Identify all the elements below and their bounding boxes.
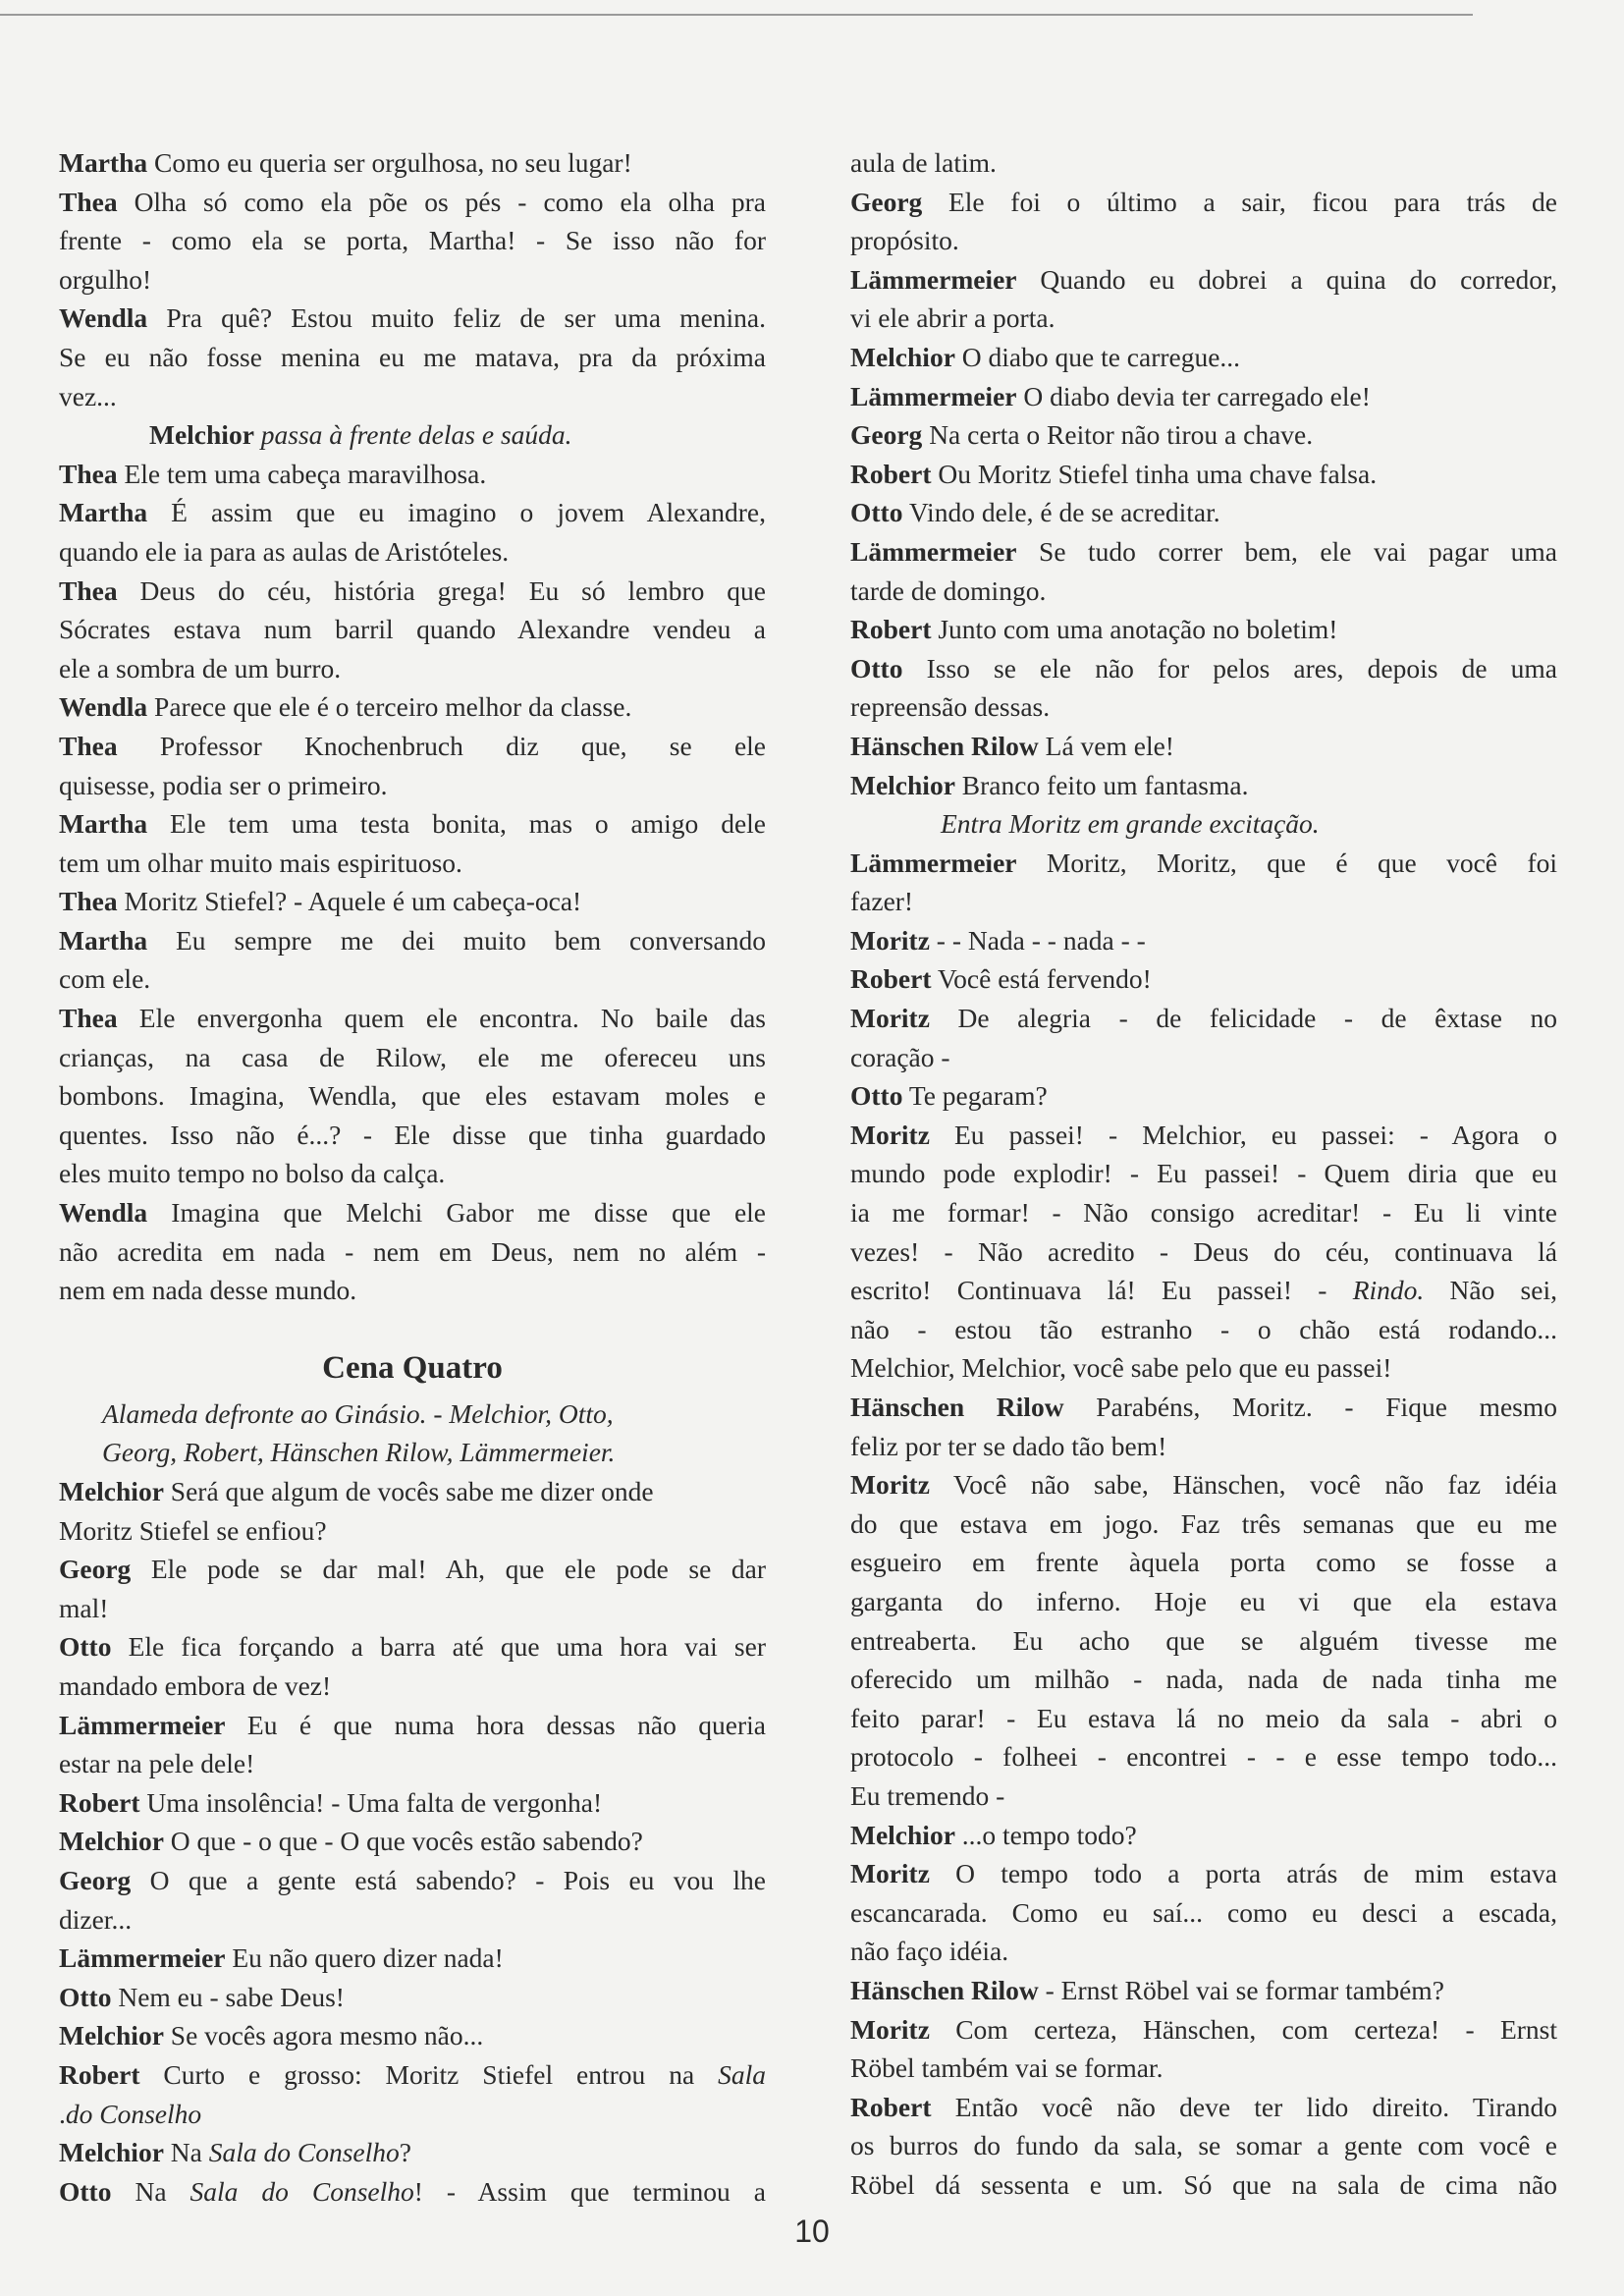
line-text: mandado embora de vez! [59, 1669, 332, 1701]
line-text: Moritz, Moritz, que é que você foi [1016, 847, 1557, 878]
text-line [850, 2088, 1557, 2127]
text-line [850, 804, 1557, 844]
line-text: Como eu queria ser orgulhosa, no seu lugar! [147, 147, 632, 178]
line-text: Röbel dá sessenta e um. Só que na sala de cima não [850, 2168, 1557, 2200]
line-text: Ele pode se dar mal! Ah, que ele pode se dar [131, 1554, 766, 1585]
text-line [59, 2172, 766, 2212]
line-text: Na [111, 2175, 190, 2207]
text-line [850, 1271, 1557, 1310]
line-text: Moritz Stiefel? - Aquele é um cabeça-oca! [117, 886, 582, 917]
line-text: ? [399, 2137, 411, 2168]
speaker-name: Thea [59, 730, 118, 761]
text-line [59, 1939, 766, 1978]
text-line [850, 1193, 1557, 1232]
speaker-name: Robert [59, 1786, 140, 1818]
line-text: Você não sabe, Hänschen, você não faz idéia [929, 1469, 1557, 1501]
line-text: quentes. Isso não é...? - Ele disse que tinha guardado [59, 1119, 766, 1150]
line-text: Junto com uma anotação no boletim! [931, 614, 1338, 645]
text-line [59, 610, 766, 649]
line-text: Olha só como ela põe os pés - como ela olha pra [117, 186, 766, 217]
text-line [59, 1706, 766, 1745]
line-text: tarde de domingo. [850, 574, 1047, 606]
speaker-name: Otto [59, 2175, 112, 2207]
stage-direction: Entra Moritz em grande excitação. [941, 808, 1320, 840]
text-line [850, 532, 1557, 572]
speaker-name: Wendla [59, 302, 148, 334]
speaker-name: Otto [850, 652, 903, 683]
line-text: aula de latim. [850, 147, 997, 178]
text-line [850, 959, 1557, 999]
speaker-name: Otto [59, 1981, 112, 2012]
speaker-name: Lämmermeier [850, 263, 1017, 295]
line-text: Parabéns, Moritz. - Fique mesmo [1063, 1392, 1557, 1422]
line-text: Branco feito um fantasma. [954, 769, 1249, 800]
speaker-name: Hänschen Rilow [850, 730, 1039, 761]
line-text: Na [163, 2137, 209, 2168]
text-line [59, 766, 766, 805]
text-line [59, 959, 766, 999]
speaker-name: Moritz [850, 2013, 930, 2045]
text-line [59, 1038, 766, 1077]
stage-direction: Georg, Robert, Hänschen Rilow, Lämmermeier. [102, 1437, 616, 1468]
line-text: propósito. [850, 225, 959, 256]
line-text: Moritz Stiefel se enfiou? [59, 1514, 327, 1546]
text-line [59, 1232, 766, 1272]
text-line [850, 183, 1557, 222]
speaker-name: Melchior [59, 1476, 164, 1506]
line-text: feito parar! - Eu estava lá no meio da sala - abri o [850, 1702, 1557, 1733]
line-text: Imagina que Melchi Gabor me disse que ele [147, 1197, 766, 1229]
scene-title: Cena Quatro [322, 1349, 503, 1386]
line-text: Se vocês agora mesmo não... [163, 2020, 484, 2051]
speaker-name: Lämmermeier [850, 535, 1017, 567]
speaker-name: Lämmermeier [59, 1709, 226, 1740]
text-line [850, 1893, 1557, 1933]
text-line [59, 2133, 766, 2172]
text-line [59, 299, 766, 338]
stage-direction: Sala do Conselho [189, 2175, 414, 2207]
text-line [59, 1394, 766, 1434]
text-line [850, 649, 1557, 688]
speaker-name: Thea [59, 458, 118, 489]
line-text: Ele tem uma cabeça maravilhosa. [117, 458, 487, 489]
line-text: Lá vem ele! [1038, 730, 1174, 761]
text-line [59, 1271, 766, 1310]
text-line [59, 1822, 766, 1861]
line-text: O diabo que te carregue... [954, 341, 1241, 372]
speaker-name: Otto [850, 497, 903, 528]
stage-direction: Sala [718, 2058, 766, 2090]
text-line [850, 221, 1557, 260]
text-line [850, 1465, 1557, 1504]
speaker-name: Robert [850, 2091, 932, 2122]
line-text: Sócrates estava num barril quando Alexandre vendeu a [59, 614, 766, 645]
speaker-name: Wendla [59, 1197, 148, 1229]
line-text: protocolo - folheei - encontrei - - e esse tempo todo... [850, 1741, 1557, 1773]
line-text: os burros do fundo da sala, se somar a gente com você e [850, 2130, 1557, 2161]
text-line [59, 493, 766, 532]
speaker-name: Robert [850, 614, 932, 645]
text-line [59, 1783, 766, 1823]
text-line [59, 1900, 766, 1940]
line-text: ia me formar! - Não consigo acreditar! - Eu li vinte [850, 1197, 1557, 1229]
speaker-name: Lämmermeier [850, 847, 1017, 878]
text-line [59, 1861, 766, 1900]
top-rule [0, 14, 1473, 16]
line-text: Eu passei! - Melchior, eu passei: - Agora o [929, 1119, 1557, 1150]
line-text: Ele envergonha quem ele encontra. No baile das [117, 1003, 766, 1034]
speaker-name: Moritz [850, 1858, 930, 1889]
speaker-name: Hänschen Rilow [850, 1974, 1039, 2005]
line-text: Na certa o Reitor não tirou a chave. [922, 419, 1314, 451]
text-line [59, 1744, 766, 1783]
line-text: Eu sempre me dei muito bem conversando [147, 924, 766, 956]
line-text: Eu é que numa hora dessas não queria [225, 1709, 766, 1740]
text-line [850, 1388, 1557, 1427]
text-line [850, 1310, 1557, 1349]
line-text: do que estava em jogo. Faz três semanas que eu me [850, 1507, 1557, 1539]
line-text: O diabo devia ter carregado ele! [1016, 380, 1371, 411]
text-line [850, 1621, 1557, 1661]
speaker-name: Thea [59, 886, 118, 917]
line-text: feliz por ter se dado tão bem! [850, 1430, 1167, 1461]
line-text: tem um olhar muito mais espirituoso. [59, 847, 462, 878]
line-text: quando ele ia para as aulas de Aristóteles. [59, 535, 510, 567]
speaker-name: Robert [59, 2058, 140, 2090]
text-line [850, 1971, 1557, 2010]
stage-direction: Sala do Conselho [208, 2137, 400, 2168]
left-column-dialogue [59, 143, 766, 1310]
stage-direction: Rindo. [1352, 1275, 1425, 1306]
text-line [850, 2049, 1557, 2088]
speaker-name: Melchior [850, 341, 955, 372]
left-column-dialogue-continued [59, 1472, 766, 2211]
speaker-name: Hänschen Rilow [850, 1392, 1064, 1422]
text-line [850, 1232, 1557, 1272]
line-text: Com certeza, Hänschen, com certeza! - Ernst [929, 2013, 1557, 2045]
text-line [850, 1932, 1557, 1971]
line-text: Parece que ele é o terceiro melhor da classe. [147, 691, 632, 723]
speaker-name: Wendla [59, 691, 148, 723]
speaker-name: Thea [59, 574, 118, 606]
text-line [850, 1427, 1557, 1466]
speaker-name: Melchior [149, 419, 254, 451]
line-text: Melchior, Melchior, você sabe pelo que eu passei! [850, 1352, 1392, 1384]
speaker-name: Melchior [59, 1826, 164, 1857]
line-text: Röbel também vai se formar. [850, 2052, 1164, 2084]
line-text: não - estou tão estranho - o chão está rodando... [850, 1313, 1557, 1344]
text-line [850, 1699, 1557, 1738]
line-text: Ele fica forçando a barra até que uma hora vai ser [111, 1631, 766, 1663]
right-column [850, 143, 1557, 2204]
text-line [850, 882, 1557, 921]
text-line [850, 1816, 1557, 1855]
text-line [850, 921, 1557, 960]
text-line [59, 649, 766, 688]
text-line [59, 1627, 766, 1667]
line-text: quisesse, podia ser o primeiro. [59, 769, 388, 800]
text-line [59, 2095, 766, 2134]
text-line [850, 1660, 1557, 1699]
text-line [59, 1076, 766, 1116]
line-text: ...o tempo todo? [954, 1819, 1137, 1850]
line-text: estar na pele dele! [59, 1748, 255, 1779]
page-number: 10 [794, 2214, 830, 2249]
line-text: Uma insolência! - Uma falta de vergonha! [139, 1786, 603, 1818]
speaker-name: Otto [850, 1080, 903, 1112]
stage-direction: passa à frente delas e saúda. [253, 419, 572, 451]
text-line [850, 1076, 1557, 1116]
text-line [850, 999, 1557, 1038]
speaker-name: Thea [59, 186, 118, 217]
text-line [850, 143, 1557, 183]
text-line [850, 299, 1557, 338]
line-text: Ele foi o último a sair, ficou para trás de [922, 186, 1557, 217]
text-line [850, 610, 1557, 649]
text-line [59, 260, 766, 300]
speaker-name: Thea [59, 1003, 118, 1034]
line-text: Se eu não fosse menina eu me matava, pra da próxima [59, 341, 766, 372]
line-text: Então você não deve ter lido direito. Tirando [931, 2091, 1557, 2122]
line-text: Vindo dele, é de se acreditar. [902, 497, 1220, 528]
text-line [850, 844, 1557, 883]
text-line [850, 377, 1557, 416]
text-line [59, 921, 766, 960]
text-line [59, 1116, 766, 1155]
line-text: Você está fervendo! [931, 963, 1152, 995]
line-text: frente - como ela se porta, Martha! - Se isso não for [59, 225, 766, 256]
text-line [850, 493, 1557, 532]
text-line [850, 260, 1557, 300]
line-text: oferecido um milhão - nada, nada de nada tinha me [850, 1664, 1557, 1695]
speaker-name: Martha [59, 924, 148, 956]
line-text: não faço idéia. [850, 1936, 1009, 1967]
text-line [59, 221, 766, 260]
text-line [59, 687, 766, 727]
text-line [59, 1511, 766, 1551]
speaker-name: Melchior [59, 2020, 164, 2051]
line-text: mal! [59, 1592, 109, 1623]
line-text: dizer... [59, 1903, 133, 1935]
text-line [59, 532, 766, 572]
text-line [59, 2055, 766, 2095]
line-text: vez... [59, 380, 117, 411]
text-line [850, 1777, 1557, 1816]
speaker-name: Moritz [850, 1469, 930, 1501]
text-line [59, 882, 766, 921]
stage-direction: do Conselho [65, 2098, 202, 2129]
line-text: com ele. [59, 963, 151, 995]
line-text: vezes! - Não acredito - Deus do céu, continuava lá [850, 1235, 1557, 1267]
text-line [59, 844, 766, 883]
speaker-name: Martha [59, 808, 148, 840]
text-line [850, 687, 1557, 727]
line-text: É assim que eu imagino o jovem Alexandre, [147, 497, 766, 528]
text-line [59, 727, 766, 766]
line-text: escrito! Continuava lá! Eu passei! - [850, 1275, 1353, 1306]
text-line [59, 999, 766, 1038]
speaker-name: Moritz [850, 1003, 930, 1034]
line-text: Ou Moritz Stiefel tinha uma chave falsa. [931, 458, 1378, 489]
text-line [850, 1737, 1557, 1777]
line-text: Isso se ele não for pelos ares, depois de uma [902, 652, 1557, 683]
speaker-name: Lämmermeier [850, 380, 1017, 411]
text-line [850, 766, 1557, 805]
line-text: Pra quê? Estou muito feliz de ser uma menina. [147, 302, 766, 334]
line-text: orgulho! [59, 263, 152, 295]
text-line [59, 1193, 766, 1232]
text-line [850, 338, 1557, 377]
line-text: Ele tem uma testa bonita, mas o amigo dele [147, 808, 766, 840]
line-text: Te pegaram? [902, 1080, 1048, 1112]
speaker-name: Georg [59, 1864, 132, 1895]
line-text: bombons. Imagina, Wendla, que eles estavam moles e [59, 1080, 766, 1112]
speaker-name: Robert [850, 963, 932, 995]
line-text: entreaberta. Eu acho que se alguém tivesse me [850, 1624, 1557, 1656]
line-text: ! - Assim que terminou a [413, 2175, 767, 2207]
text-line [850, 2165, 1557, 2205]
text-line [59, 1433, 766, 1472]
line-text: Curto e grosso: Moritz Stiefel entrou na [139, 2058, 719, 2090]
text-line [59, 1550, 766, 1589]
text-line [59, 377, 766, 416]
speaker-name: Martha [59, 497, 148, 528]
line-text: De alegria - de felicidade - de êxtase no [929, 1003, 1557, 1034]
line-text: O tempo todo a porta atrás de mim estava [929, 1858, 1557, 1889]
text-line [59, 572, 766, 611]
speaker-name: Robert [850, 458, 932, 489]
line-text: garganta do inferno. Hoje eu vi que ela estava [850, 1585, 1557, 1616]
text-line [59, 1589, 766, 1628]
line-text: repreensão dessas. [850, 691, 1051, 723]
text-line [850, 1582, 1557, 1621]
scene-direction [59, 1394, 766, 1472]
text-line [59, 2016, 766, 2055]
text-line [850, 455, 1557, 494]
text-line [850, 415, 1557, 455]
text-line [850, 572, 1557, 611]
speaker-name: Melchior [59, 2137, 164, 2168]
line-text: Eu tremendo - [850, 1779, 1005, 1811]
text-line [59, 1154, 766, 1193]
speaker-name: Georg [59, 1554, 132, 1585]
line-text: eles muito tempo no bolso da calça. [59, 1158, 446, 1189]
line-text: não acredita em nada - nem em Deus, nem no além - [59, 1235, 766, 1267]
line-text: Professor Knochenbruch diz que, se ele [117, 730, 766, 761]
text-line [850, 1543, 1557, 1582]
text-line [850, 2126, 1557, 2165]
line-text: . [59, 2098, 66, 2129]
line-text: esgueiro em frente àquela porta como se fosse a [850, 1547, 1557, 1578]
line-text: Será que algum de vocês sabe me dizer onde [163, 1476, 654, 1506]
line-text: escancarada. Como eu saí... como eu desci a escada, [850, 1896, 1557, 1928]
text-line [59, 338, 766, 377]
text-line [850, 1154, 1557, 1193]
speaker-name: Georg [850, 186, 923, 217]
text-line [850, 1504, 1557, 1544]
text-line [59, 804, 766, 844]
line-text: ele a sombra de um burro. [59, 652, 342, 683]
left-column [59, 143, 766, 2211]
text-line [59, 1667, 766, 1706]
line-text: - - Nada - - nada - - [929, 924, 1146, 956]
line-text: coração - [850, 1041, 950, 1072]
text-line [850, 2010, 1557, 2050]
speaker-name: Melchior [850, 769, 955, 800]
text-line [850, 727, 1557, 766]
line-text: Deus do céu, história grega! Eu só lembro que [117, 574, 766, 606]
line-text: Não sei, [1424, 1275, 1557, 1306]
line-text: Eu não quero dizer nada! [225, 1942, 504, 1974]
speaker-name: Moritz [850, 1119, 930, 1150]
line-text: vi ele abrir a porta. [850, 302, 1056, 334]
text-line [850, 1116, 1557, 1155]
line-text: fazer! [850, 886, 914, 917]
line-text: - Ernst Röbel vai se formar também? [1038, 1974, 1444, 2005]
line-text: O que a gente está sabendo? - Pois eu vou lhe [131, 1864, 766, 1895]
text-line [59, 1472, 766, 1511]
text-line [59, 183, 766, 222]
speaker-name: Lämmermeier [59, 1942, 226, 1974]
line-text: Quando eu dobrei a quina do corredor, [1016, 263, 1557, 295]
text-line [59, 1978, 766, 2017]
text-line [59, 455, 766, 494]
speaker-name: Moritz [850, 924, 930, 956]
stage-direction: Alameda defronte ao Ginásio. - Melchior, Otto, [102, 1397, 614, 1429]
line-text: Se tudo correr bem, ele vai pagar uma [1016, 535, 1557, 567]
text-line [850, 1038, 1557, 1077]
line-text: crianças, na casa de Rilow, ele me ofereceu uns [59, 1041, 766, 1072]
line-text: Nem eu - sabe Deus! [111, 1981, 345, 2012]
speaker-name: Georg [850, 419, 923, 451]
text-line [59, 143, 766, 183]
text-line [59, 415, 766, 455]
speaker-name: Otto [59, 1631, 112, 1663]
speaker-name: Melchior [850, 1819, 955, 1850]
text-line [850, 1854, 1557, 1893]
line-text: O que - o que - O que vocês estão sabendo? [163, 1826, 643, 1857]
line-text: nem em nada desse mundo. [59, 1275, 357, 1306]
text-line [850, 1348, 1557, 1388]
line-text: mundo pode explodir! - Eu passei! - Quem diria que eu [850, 1158, 1557, 1189]
speaker-name: Martha [59, 147, 148, 178]
